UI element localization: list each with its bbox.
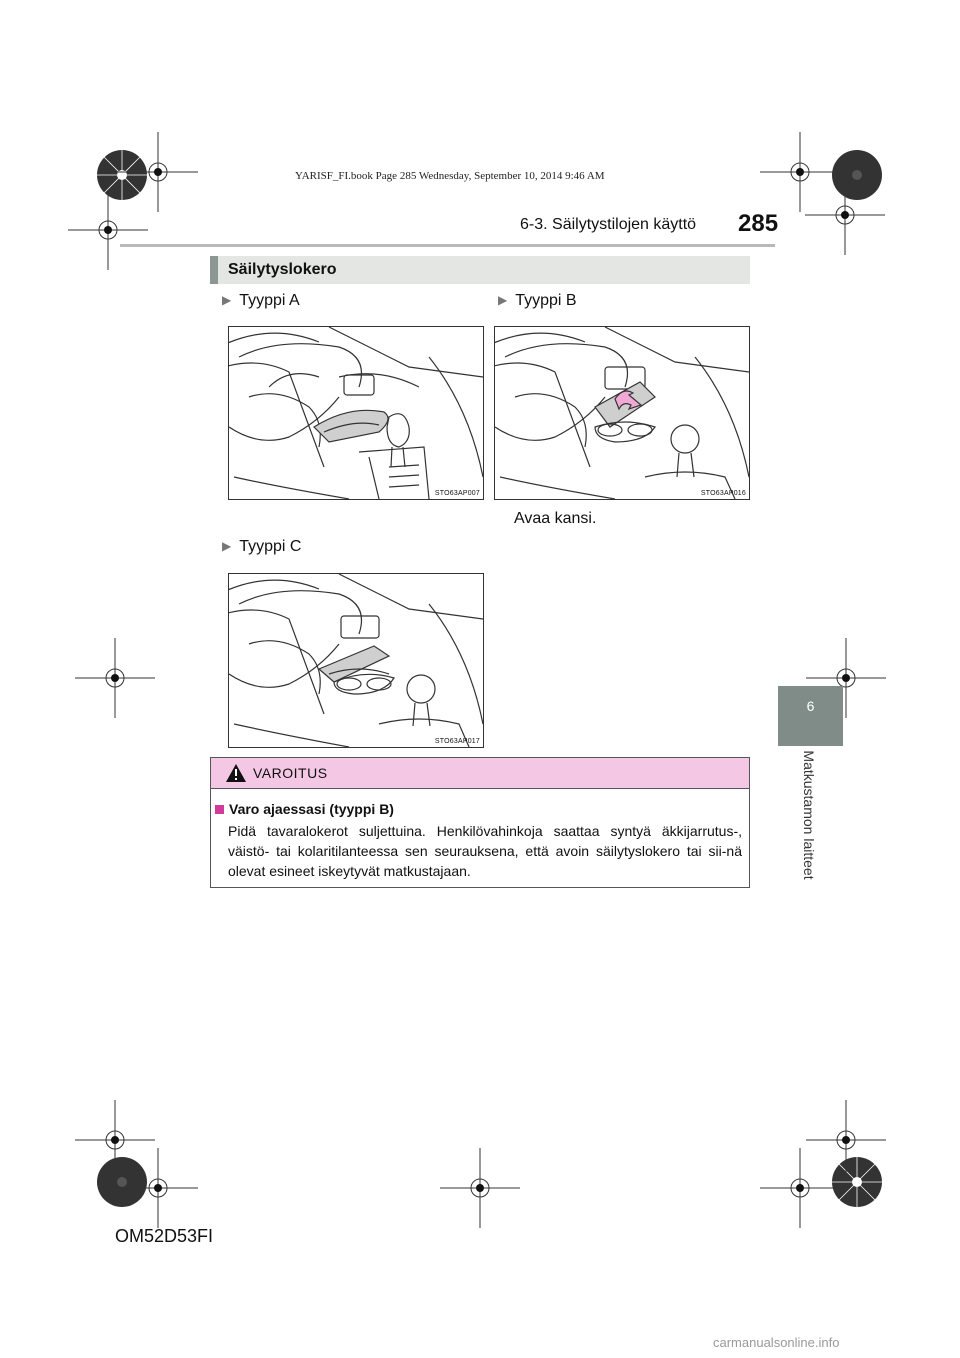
- chapter-tab: 6: [778, 686, 843, 746]
- registration-mark-icon: [805, 175, 885, 255]
- type-c-label: ▶ Tyyppi C: [222, 538, 302, 555]
- type-b-caption: Avaa kansi.: [514, 510, 597, 527]
- type-b-label: ▶ Tyyppi B: [498, 292, 577, 309]
- warning-header: [211, 758, 749, 789]
- warning-subtitle: Varo ajaessasi (tyyppi B): [215, 801, 394, 817]
- warning-triangle-icon: [225, 763, 247, 783]
- illustration-type-a: [228, 326, 484, 500]
- section-title-bar: [210, 256, 750, 284]
- illustration-type-b: [494, 326, 750, 500]
- warning-body: Pidä tavaralokerot suljettuina. Henkilövahinkoja saattaa syntyä äkkijarrutus-, väistö- tai kolaritilanteessa sen seurauksena, että avoin säilytyslokero tai sii-nä olevat esineet iskeytyvät matkustajaan.: [228, 823, 742, 879]
- header-rule: [120, 244, 775, 247]
- page-number: 285: [738, 210, 779, 237]
- document-code: OM52D53FI: [115, 1226, 214, 1246]
- registration-mark-icon: [440, 1148, 520, 1228]
- registration-mark-icon: [760, 1148, 840, 1228]
- triangle-bullet-icon: ▶: [222, 539, 232, 553]
- chapter-title: Matkustamon laitteet: [801, 750, 817, 880]
- illustration-type-c: [228, 573, 484, 748]
- illustration-code: STO63AP017: [434, 738, 480, 745]
- site-watermark: carmanualsonline.info: [713, 1335, 840, 1350]
- illustration-code: STO63AP007: [434, 490, 480, 497]
- section-title: Säilytyslokero: [228, 261, 337, 278]
- illustration-code: STO63AP016: [700, 490, 746, 497]
- registration-mark-icon: [118, 1148, 198, 1228]
- warning-title: VAROITUS: [253, 765, 328, 781]
- type-a-label: ▶ Tyyppi A: [222, 292, 300, 309]
- registration-mark-icon: [118, 132, 198, 212]
- registration-mark-icon: [75, 638, 155, 718]
- chapter-title-vertical: [784, 740, 834, 890]
- book-header: YARISF_FI.book Page 285 Wednesday, September 10, 2014 9:46 AM: [295, 170, 605, 182]
- triangle-bullet-icon: ▶: [498, 293, 508, 307]
- warning-box: [210, 757, 750, 888]
- triangle-bullet-icon: ▶: [222, 293, 232, 307]
- bullet-square-icon: [215, 805, 224, 814]
- running-header-section: 6-3. Säilytystilojen käyttö: [520, 216, 697, 233]
